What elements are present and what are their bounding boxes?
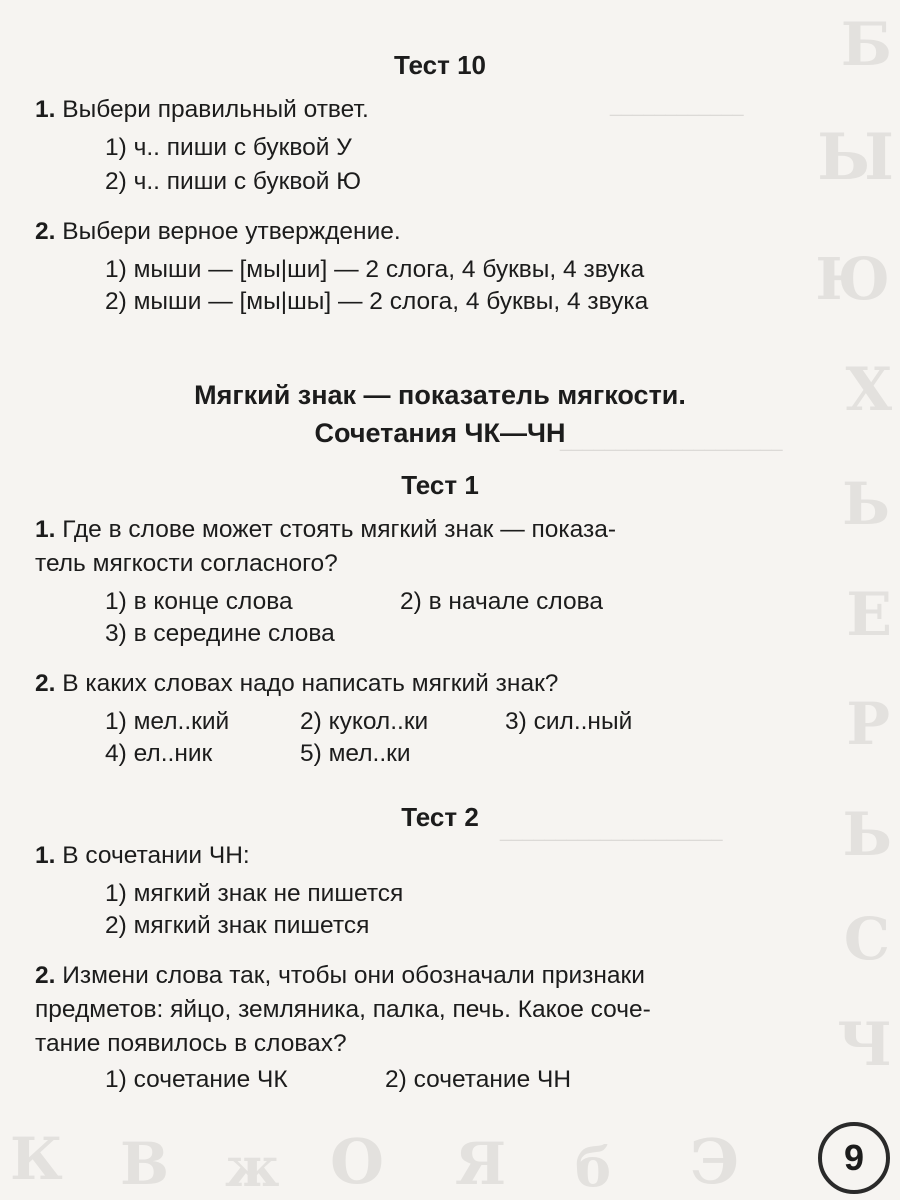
test2-title: Тест 2 xyxy=(401,802,479,832)
answer-option[interactable]: 1) сочетание ЧК xyxy=(105,1066,288,1093)
test1-q1 xyxy=(35,516,616,544)
question-text-continued: тель мягкости согласного? xyxy=(35,550,338,577)
page-number: 9 xyxy=(818,1122,890,1194)
decor-letter: С xyxy=(843,905,890,973)
question-text: Где в слове может стоять мягкий знак — показа- xyxy=(62,516,617,543)
decor-letter: Ы xyxy=(817,120,894,195)
decor-letter: Ч xyxy=(837,1010,892,1080)
question-text: Измени слова так, чтобы они обозначали признаки xyxy=(62,962,645,989)
answer-option[interactable]: 4) ел..ник xyxy=(105,740,213,767)
question-number: 2. xyxy=(35,962,56,989)
question-text-continued: предметов: яйцо, земляника, палка, печь. Какое сочe- xyxy=(35,996,651,1023)
answer-option[interactable]: 3) в середине слова xyxy=(105,620,335,647)
question-number: 1. xyxy=(35,516,56,543)
test10-q1 xyxy=(35,96,369,124)
test1-title: Тест 1 xyxy=(401,470,479,500)
answer-option[interactable]: 2) в начале слова xyxy=(400,588,603,615)
decor-letter: Е xyxy=(846,580,892,650)
test1-q2 xyxy=(35,670,558,698)
decor-letter: Ю xyxy=(815,245,890,313)
decor-letter: К xyxy=(10,1125,63,1193)
decor-letter: б xyxy=(575,1135,612,1199)
decor-letter: Б xyxy=(840,10,892,80)
bleed-through: ____________ xyxy=(610,95,744,117)
decor-letter: Э xyxy=(690,1125,740,1198)
test10-title: Тест 10 xyxy=(393,50,487,80)
answer-option[interactable]: 5) мел..ки xyxy=(300,740,411,767)
answer-option[interactable]: 2) кукол..ки xyxy=(300,708,429,735)
question-number: 1. xyxy=(35,96,56,123)
decor-letter: ж xyxy=(225,1135,280,1199)
decor-letter: Я xyxy=(455,1130,507,1198)
section-title-line1: Мягкий знак — показатель мягкости. xyxy=(194,380,686,410)
test10-q2 xyxy=(35,218,401,246)
answer-option[interactable]: 1) в конце слова xyxy=(105,588,293,615)
test2-q1 xyxy=(35,842,250,870)
answer-option[interactable]: 2) мягкий знак пишется xyxy=(105,912,370,939)
answer-option[interactable]: 3) сил..ный xyxy=(505,708,633,735)
question-number: 2. xyxy=(35,670,56,697)
answer-option[interactable]: 1) мыши — [мы|ши] — 2 слога, 4 буквы, 4 звука xyxy=(105,256,645,283)
decor-letter: О xyxy=(330,1125,385,1198)
decor-letter: Р xyxy=(846,690,890,758)
answer-option[interactable]: 1) ч.. пиши с буквой У xyxy=(105,134,352,161)
question-text: В каких словах надо написать мягкий знак? xyxy=(62,670,559,697)
answer-option[interactable]: 2) ч.. пиши с буквой Ю xyxy=(105,168,362,195)
answer-option[interactable]: 1) мягкий знак не пишется xyxy=(105,880,404,907)
question-text: В сочетании ЧН: xyxy=(62,842,250,869)
question-number: 2. xyxy=(35,218,56,245)
decor-letter: Ь xyxy=(842,800,892,870)
decor-letter: Х xyxy=(845,355,892,425)
question-text-continued: тание появилось в словах? xyxy=(35,1030,347,1057)
decor-letter: В xyxy=(120,1130,170,1198)
question-number: 1. xyxy=(35,842,56,869)
question-text: Выбери правильный ответ. xyxy=(62,96,369,123)
decor-letter: Ь xyxy=(842,470,890,538)
answer-option[interactable]: 2) сочетание ЧН xyxy=(385,1066,572,1093)
question-text: Выбери верное утверждение. xyxy=(62,218,401,245)
section-title-line2: Сочетания ЧК—ЧН xyxy=(314,418,566,448)
answer-option[interactable]: 2) мыши — [мы|шы] — 2 слога, 4 буквы, 4 звука xyxy=(105,288,649,315)
answer-option[interactable]: 1) мел..кий xyxy=(105,708,230,735)
bleed-through: ____________________ xyxy=(500,820,723,842)
test2-q2 xyxy=(35,962,645,990)
bleed-through: ____________________ xyxy=(560,430,783,452)
